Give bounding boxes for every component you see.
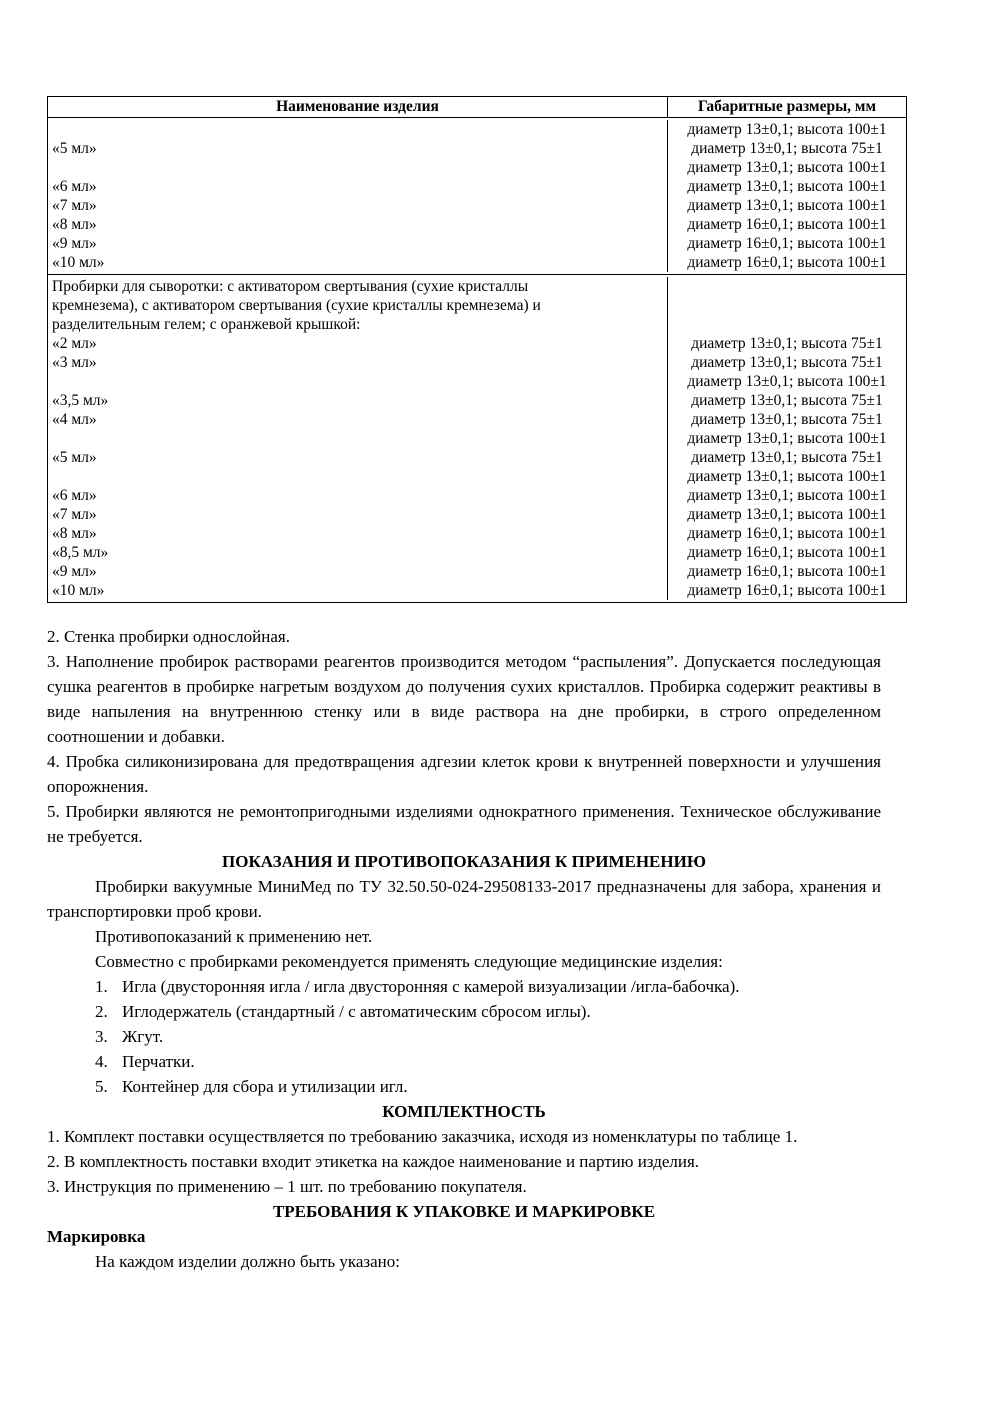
table-row <box>48 120 906 139</box>
list-item-text: Жгут. <box>122 1027 164 1046</box>
indications-paragraph-1: Пробирки вакуумные МиниМед по ТУ 32.50.50-024-29508133-2017 предназначены для забора, хранения и транспортировки проб крови. <box>47 877 881 921</box>
document-body <box>47 624 881 1274</box>
dimensions-cell: диаметр 13±0,1; высота 75±1 <box>691 449 883 466</box>
product-name-cell <box>48 372 668 391</box>
list-item-text: Контейнер для сбора и утилизации игл. <box>122 1077 408 1096</box>
list-item <box>47 974 881 999</box>
marking-intro-paragraph: На каждом изделии должно быть указано: <box>95 1252 400 1271</box>
dimensions-cell: диаметр 16±0,1; высота 100±1 <box>687 582 887 599</box>
list-item-number: 2. <box>95 1002 108 1021</box>
list-item-text: Иглодержатель (стандартный / с автоматическим сбросом иглы). <box>122 1002 591 1021</box>
product-name-cell: «8 мл» <box>48 524 668 543</box>
product-name-cell: «8 мл» <box>48 215 668 234</box>
dimensions-cell: диаметр 16±0,1; высота 100±1 <box>687 235 887 252</box>
dimensions-cell <box>668 315 906 334</box>
list-item-number: 5. <box>95 1077 108 1096</box>
completeness-items <box>47 1124 881 1199</box>
table-row <box>48 372 906 391</box>
section-heading-completeness: КОМПЛЕКТНОСТЬ <box>382 1102 546 1121</box>
product-name-cell: «10 мл» <box>48 581 668 600</box>
product-name-cell: кремнезема), с активатором свертывания (сухие кристаллы кремнезема) и <box>48 296 668 315</box>
table-row <box>48 543 906 562</box>
dimensions-cell <box>668 277 906 296</box>
product-name-cell <box>48 120 668 139</box>
body-paragraph: 4. Пробка силиконизирована для предотвращения адгезии клеток крови к внутренней поверхности и улучшения опорожнения. <box>47 752 881 796</box>
product-dimensions-table <box>47 96 907 603</box>
product-name-cell: Пробирки для сыворотки: с активатором свертывания (сухие кристаллы <box>48 277 668 296</box>
dimensions-cell: диаметр 13±0,1; высота 100±1 <box>687 197 887 214</box>
dimensions-cell: диаметр 13±0,1; высота 100±1 <box>687 159 887 176</box>
list-item <box>47 999 881 1024</box>
dimensions-cell: диаметр 13±0,1; высота 75±1 <box>691 335 883 352</box>
table-section-1 <box>48 118 906 275</box>
product-name-cell: «4 мл» <box>48 410 668 429</box>
indications-paragraph-3: Совместно с пробирками рекомендуется применять следующие медицинские изделия: <box>95 952 723 971</box>
section-heading-indications: ПОКАЗАНИЯ И ПРОТИВОПОКАЗАНИЯ К ПРИМЕНЕНИЮ <box>222 852 706 871</box>
dimensions-cell: диаметр 13±0,1; высота 75±1 <box>691 411 883 428</box>
table-header-product-name: Наименование изделия <box>48 97 668 117</box>
product-name-cell: «8,5 мл» <box>48 543 668 562</box>
dimensions-cell: диаметр 13±0,1; высота 100±1 <box>687 121 887 138</box>
table-row <box>48 158 906 177</box>
product-name-cell: разделительным гелем; с оранжевой крышкой: <box>48 315 668 334</box>
product-name-cell: «5 мл» <box>48 448 668 467</box>
table-row <box>48 410 906 429</box>
table-row <box>48 524 906 543</box>
list-item-text: Перчатки. <box>122 1052 195 1071</box>
indications-paragraph-2: Противопоказаний к применению нет. <box>95 927 373 946</box>
product-name-cell: «7 мл» <box>48 505 668 524</box>
product-name-cell: «3 мл» <box>48 353 668 372</box>
completeness-item: 1. Комплект поставки осуществляется по требованию заказчика, исходя из номенклатуры по таблице 1. <box>47 1127 798 1146</box>
table-row <box>48 562 906 581</box>
dimensions-cell: диаметр 16±0,1; высота 100±1 <box>687 254 887 271</box>
table-row <box>48 467 906 486</box>
table-section-2-serum-tubes <box>48 275 906 602</box>
dimensions-cell: диаметр 13±0,1; высота 75±1 <box>691 392 883 409</box>
dimensions-cell: диаметр 16±0,1; высота 100±1 <box>687 544 887 561</box>
table-row <box>48 448 906 467</box>
list-item <box>47 1049 881 1074</box>
list-item <box>47 1074 881 1099</box>
table-row <box>48 139 906 158</box>
table-row <box>48 391 906 410</box>
product-name-cell <box>48 429 668 448</box>
product-name-cell: «7 мл» <box>48 196 668 215</box>
dimensions-cell: диаметр 13±0,1; высота 100±1 <box>687 468 887 485</box>
table-row <box>48 215 906 234</box>
dimensions-cell: диаметр 16±0,1; высота 100±1 <box>687 525 887 542</box>
table-row <box>48 196 906 215</box>
dimensions-cell: диаметр 13±0,1; высота 100±1 <box>687 430 887 447</box>
product-name-cell: «9 мл» <box>48 562 668 581</box>
dimensions-cell: диаметр 13±0,1; высота 75±1 <box>691 140 883 157</box>
dimensions-cell: диаметр 13±0,1; высота 100±1 <box>687 487 887 504</box>
product-name-cell <box>48 158 668 177</box>
list-item <box>47 1024 881 1049</box>
dimensions-cell <box>668 296 906 315</box>
list-item-text: Игла (двусторонняя игла / игла двусторонняя с камерой визуализации /игла-бабочка). <box>122 977 740 996</box>
table-header-row <box>48 97 906 118</box>
list-item-number: 1. <box>95 977 108 996</box>
table-header-dimensions: Габаритные размеры, мм <box>697 98 877 115</box>
dimensions-cell: диаметр 13±0,1; высота 75±1 <box>691 354 883 371</box>
completeness-item: 2. В комплектность поставки входит этикетка на каждое наименование и партию изделия. <box>47 1152 700 1171</box>
product-name-cell: «2 мл» <box>48 334 668 353</box>
body-paragraph: 3. Наполнение пробирок растворами реагентов производится методом “распыления”. Допускается последующая сушка реагентов в пробирке нагретым воздухом до получения сухих кристаллов. Пробирка содержит реактивы в виде напыления на внутреннюю стенку или в виде раствора на дне пробирки, в строго определенном соотношении и добавки. <box>47 652 881 746</box>
table-row <box>48 505 906 524</box>
product-name-cell: «3,5 мл» <box>48 391 668 410</box>
table-row <box>48 177 906 196</box>
dimensions-cell: диаметр 13±0,1; высота 100±1 <box>687 178 887 195</box>
subheading-marking: Маркировка <box>47 1227 146 1246</box>
dimensions-cell: диаметр 13±0,1; высота 100±1 <box>687 373 887 390</box>
list-item-number: 3. <box>95 1027 108 1046</box>
table-row <box>48 334 906 353</box>
product-name-cell: «9 мл» <box>48 234 668 253</box>
body-paragraph: 5. Пробирки являются не ремонтопригодными изделиями однократного применения. Техническое обслуживание не требуется. <box>47 802 881 846</box>
product-name-cell: «5 мл» <box>48 139 668 158</box>
table-row <box>48 253 906 272</box>
product-name-cell: «6 мл» <box>48 177 668 196</box>
table-row <box>48 486 906 505</box>
section-heading-packaging: ТРЕБОВАНИЯ К УПАКОВКЕ И МАРКИРОВКЕ <box>272 1202 656 1221</box>
numbered-paragraphs <box>47 624 881 849</box>
table-row <box>48 581 906 600</box>
recommended-devices-list <box>47 974 881 1099</box>
completeness-item: 3. Инструкция по применению – 1 шт. по требованию покупателя. <box>47 1177 527 1196</box>
product-name-cell: «6 мл» <box>48 486 668 505</box>
table-row <box>48 296 906 315</box>
body-paragraph: 2. Стенка пробирки однослойная. <box>47 627 290 646</box>
dimensions-cell: диаметр 13±0,1; высота 100±1 <box>687 506 887 523</box>
table-row <box>48 234 906 253</box>
product-name-cell <box>48 467 668 486</box>
dimensions-cell: диаметр 16±0,1; высота 100±1 <box>687 563 887 580</box>
table-row <box>48 277 906 296</box>
list-item-number: 4. <box>95 1052 108 1071</box>
table-row <box>48 315 906 334</box>
dimensions-cell: диаметр 16±0,1; высота 100±1 <box>687 216 887 233</box>
table-row <box>48 353 906 372</box>
product-name-cell: «10 мл» <box>48 253 668 272</box>
table-row <box>48 429 906 448</box>
